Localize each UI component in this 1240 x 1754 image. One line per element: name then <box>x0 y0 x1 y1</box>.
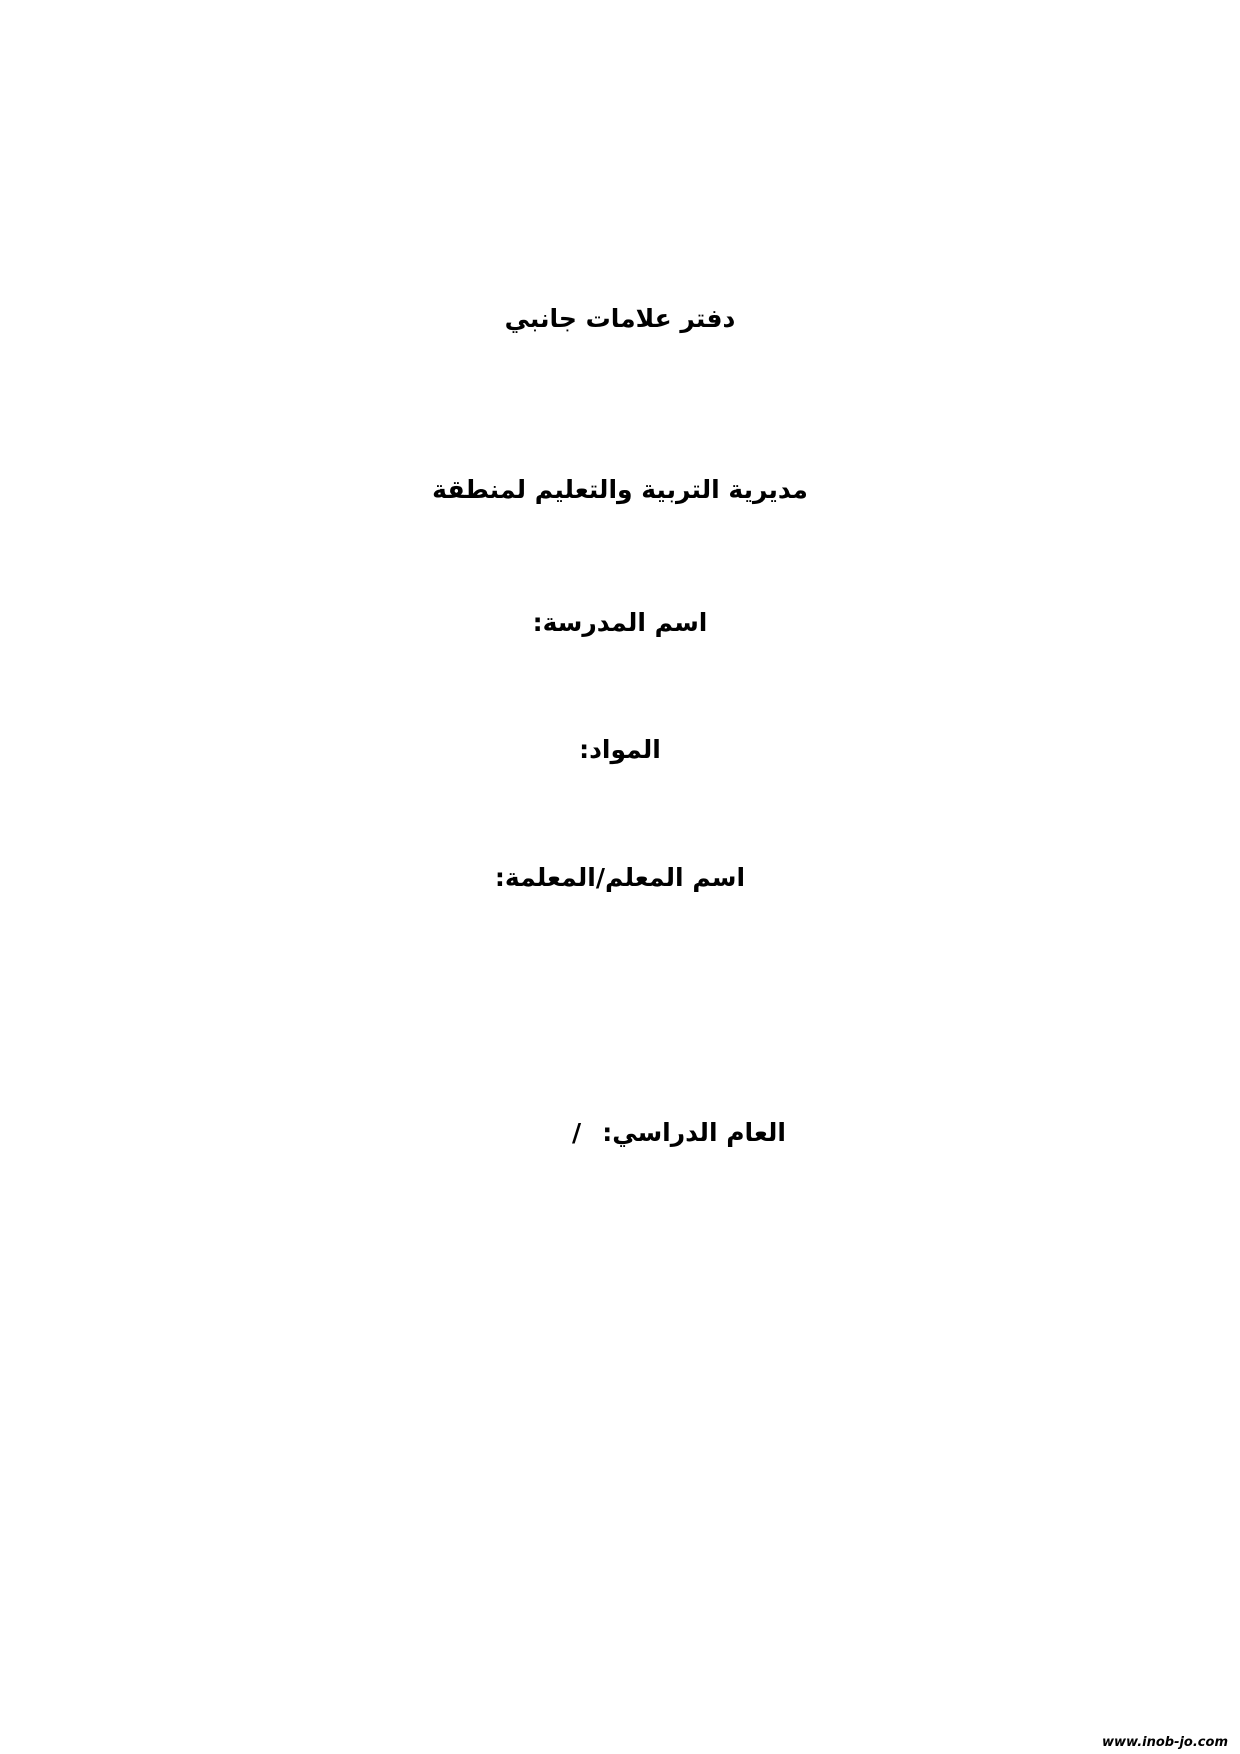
subjects-label: المواد: <box>579 735 661 764</box>
academic-year-label: العام الدراسي: <box>602 1118 786 1147</box>
footer-website-url: www.inob-jo.com <box>1102 1735 1228 1750</box>
document-title: دفتر علامات جانبي <box>504 304 736 333</box>
directorate-line: مديرية التربية والتعليم لمنطقة <box>432 475 808 504</box>
school-name-label: اسم المدرسة: <box>532 608 708 637</box>
teacher-name-label: اسم المعلم/المعلمة: <box>494 863 746 892</box>
academic-year-separator: / <box>572 1118 582 1147</box>
